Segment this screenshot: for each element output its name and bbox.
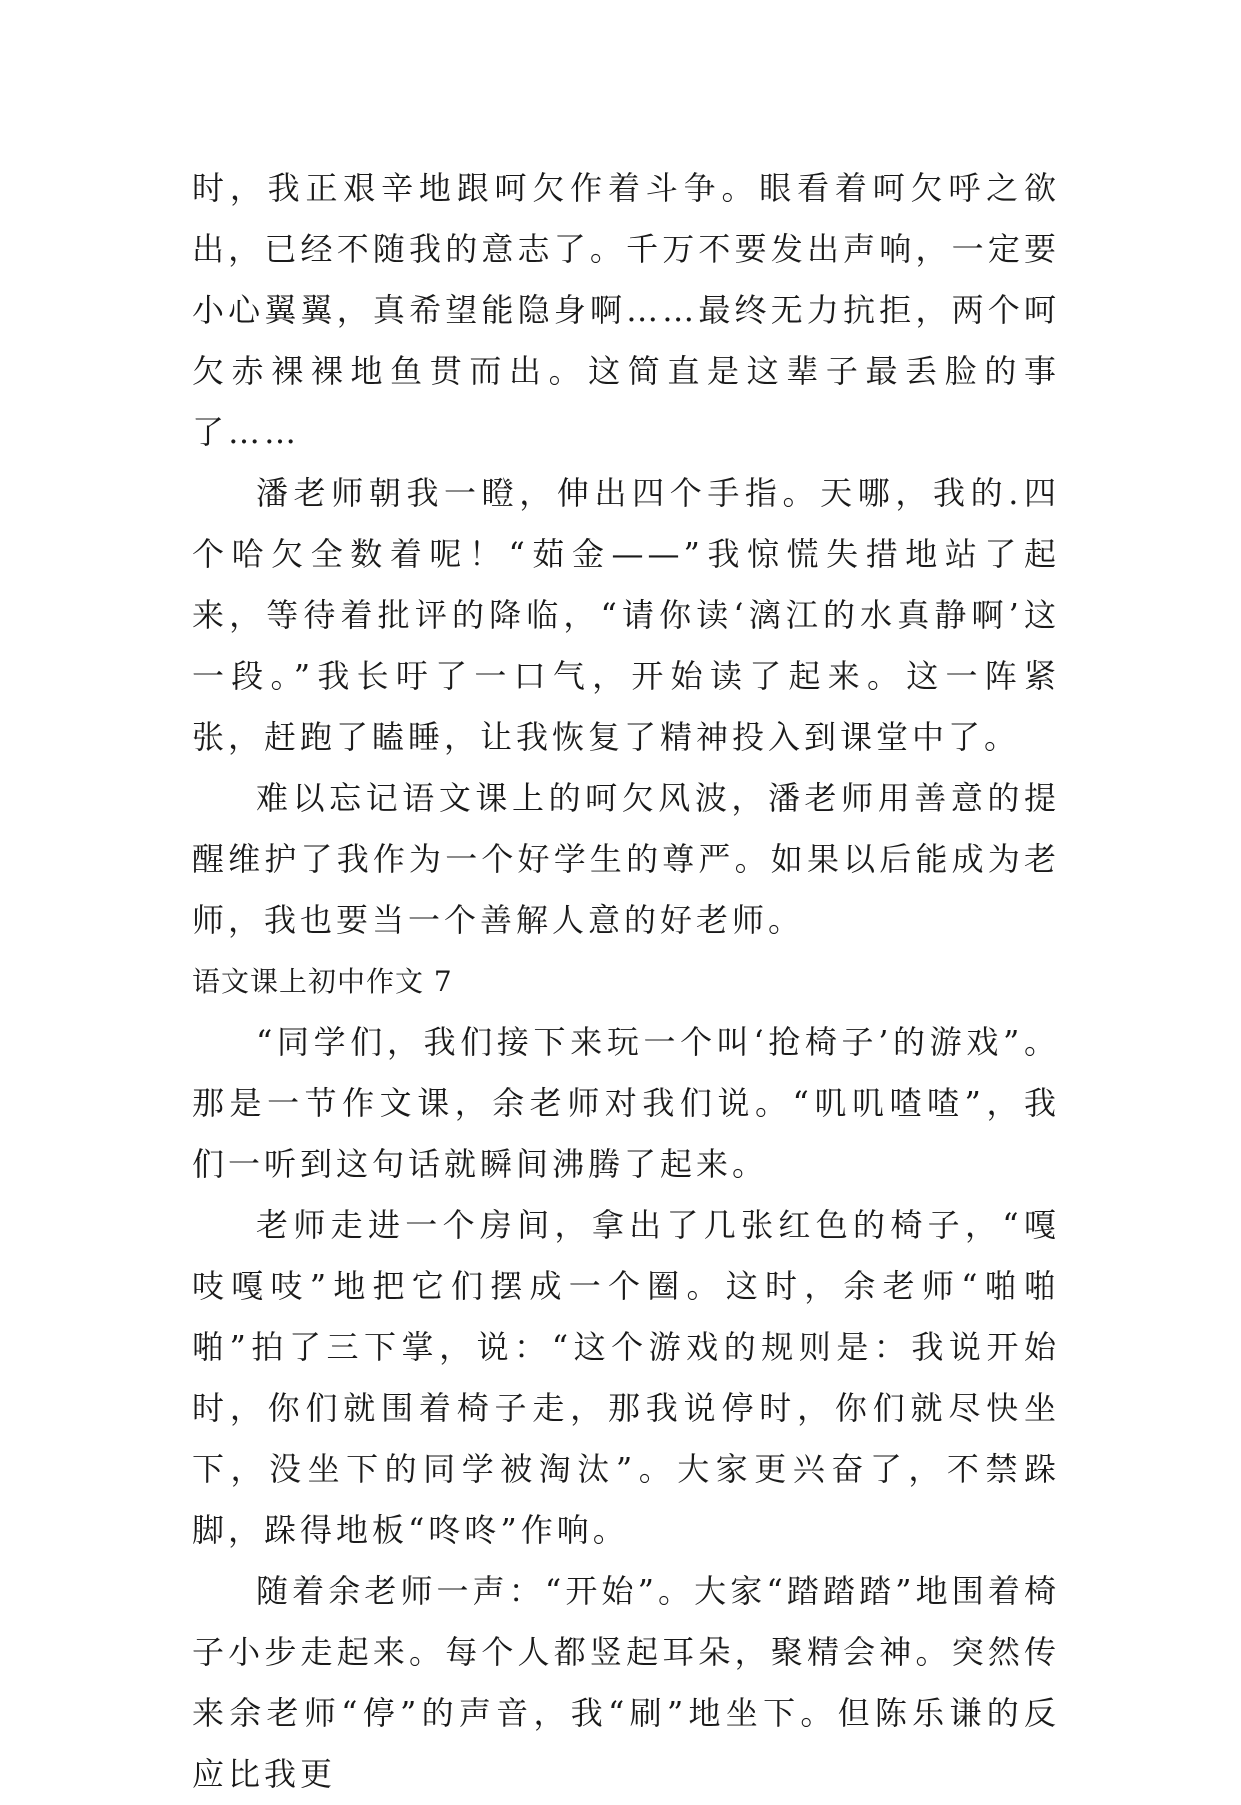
- paragraph: 难以忘记语文课上的呵欠风波，潘老师用善意的提醒维护了我作为一个好学生的尊严。如果以后能成为老师，我也要当一个善解人意的好老师。: [192, 779, 1060, 939]
- paragraph: 老师走进一个房间，拿出了几张红色的椅子，“嘎吱嘎吱”地把它们摆成一个圈。这时，余老师“啪啪啪”拍了三下掌，说：“这个游戏的规则是：我说开始时，你们就围着椅子走，那我说停时，你们就尽快坐下，没坐下的同学被淘汰”。大家更兴奋了，不禁跺脚，跺得地板“咚咚”作响。: [192, 1206, 1060, 1549]
- paragraph: 随着余老师一声：“开始”。大家“踏踏踏”地围着椅子小步走起来。每个人都竖起耳朵，聚精会神。突然传来余老师“停”的声音，我“刷”地坐下。但陈乐谦的反应比我更: [192, 1572, 1060, 1793]
- paragraph: “同学们，我们接下来玩一个叫‘抢椅子’的游戏”。那是一节作文课，余老师对我们说。“叽叽喳喳”，我们一听到这句话就瞬间沸腾了起来。: [192, 1023, 1060, 1183]
- document-body: [192, 158, 1060, 1805]
- paragraph: 时，我正艰辛地跟呵欠作着斗争。眼看着呵欠呼之欲出，已经不随我的意志了。千万不要发出声响，一定要小心翼翼，真希望能隐身啊……最终无力抗拒，两个呵欠赤裸裸地鱼贯而出。这简直是这辈子最丢脸的事了……: [192, 169, 1060, 451]
- section-title: 语文课上初中作文 7: [192, 965, 453, 998]
- paragraph: 潘老师朝我一瞪，伸出四个手指。天哪，我的.四个哈欠全数着呢！“茹金——”我惊慌失措地站了起来，等待着批评的降临，“请你读‘漓江的水真静啊’这一段。”我长吁了一口气，开始读了起来。这一阵紧张，赶跑了瞌睡，让我恢复了精神投入到课堂中了。: [192, 474, 1060, 756]
